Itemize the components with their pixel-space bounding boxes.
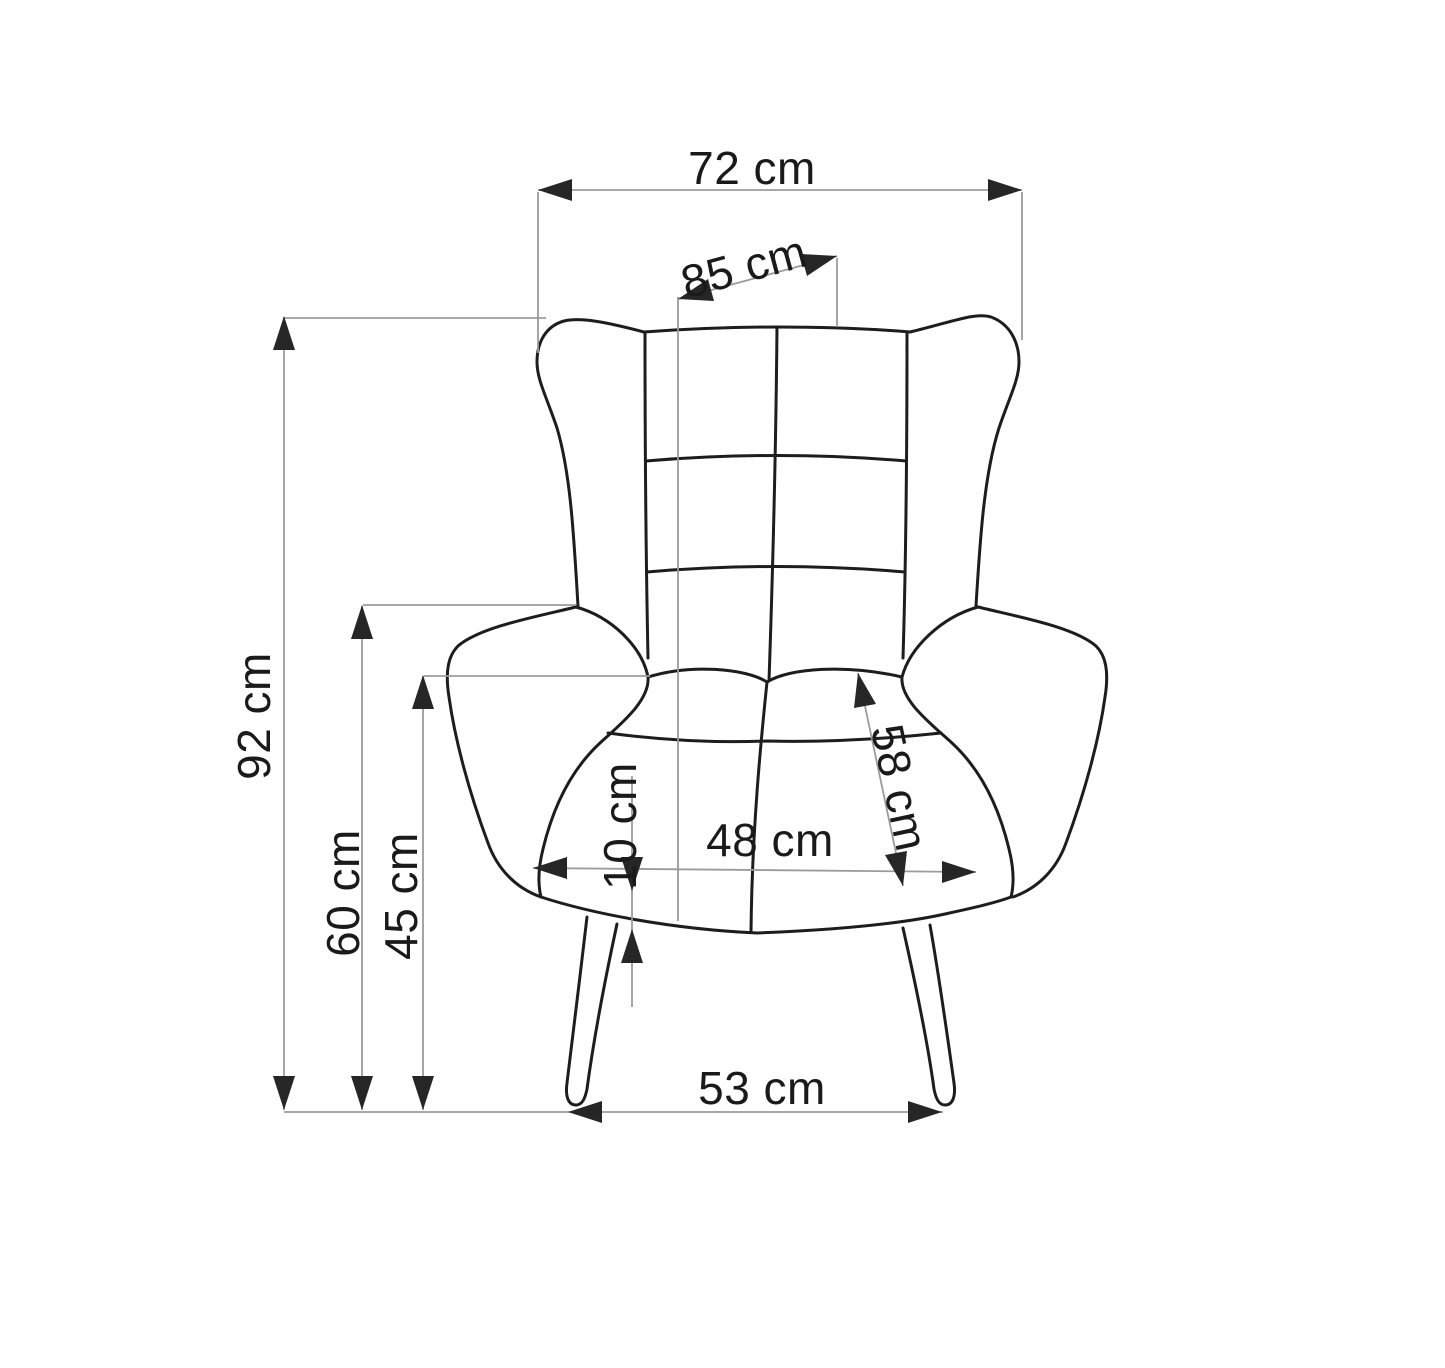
dim-53-arrow-right [908,1101,942,1123]
dim-60-arrow-bottom [351,1076,373,1110]
backrest-right-seam [903,334,907,658]
armchair-outline [447,316,1106,1105]
dim-53-label: 53 cm [698,1062,826,1114]
seat-bottom-edge [541,897,1011,933]
dim-48-arrow-right [942,861,976,883]
dimension-cushion-thickness-10 [594,762,646,1007]
dim-60-arrow-top [351,605,373,639]
dim-10-arrow-up [621,929,643,963]
dim-10-label: 10 cm [594,762,646,890]
dim-58-arrow-bottom [885,851,907,886]
left-front-leg [566,917,617,1105]
dim-60-label: 60 cm [317,829,369,957]
dim-92-label: 92 cm [228,652,280,780]
backrest-center-seam [769,327,777,681]
dim-72-label: 72 cm [688,142,816,194]
backrest-lower-horizontal-seam [647,567,905,573]
backrest-left-seam [645,334,648,658]
dim-92-arrow-top [273,316,295,350]
seat-center-seam [751,682,767,932]
dimension-base-width-53 [284,1062,943,1123]
left-wing-outline [537,320,644,606]
dim-85-label: 85 cm [675,224,813,309]
dim-45-label: 45 cm [375,832,427,960]
dim-45-arrow-top [412,675,434,709]
dimension-seat-height-45 [375,675,650,1110]
dim-45-arrow-bottom [412,1076,434,1110]
dim-92-arrow-bottom [273,1076,295,1110]
dim-58-arrow-top [854,673,876,708]
dimension-overall-height-92 [228,316,546,1110]
right-front-leg [903,925,955,1105]
dim-72-arrow-left [538,179,572,201]
dim-72-arrow-right [988,179,1022,201]
dim-58-label: 58 cm [860,719,939,856]
dim-48-label: 48 cm [706,814,834,866]
dimension-seat-diagonal-58 [854,673,938,886]
right-wing-outline [910,316,1019,606]
left-arm-outer-edge [447,607,576,897]
right-arm-outer-edge [978,607,1107,897]
seat-top-edge [648,669,902,682]
